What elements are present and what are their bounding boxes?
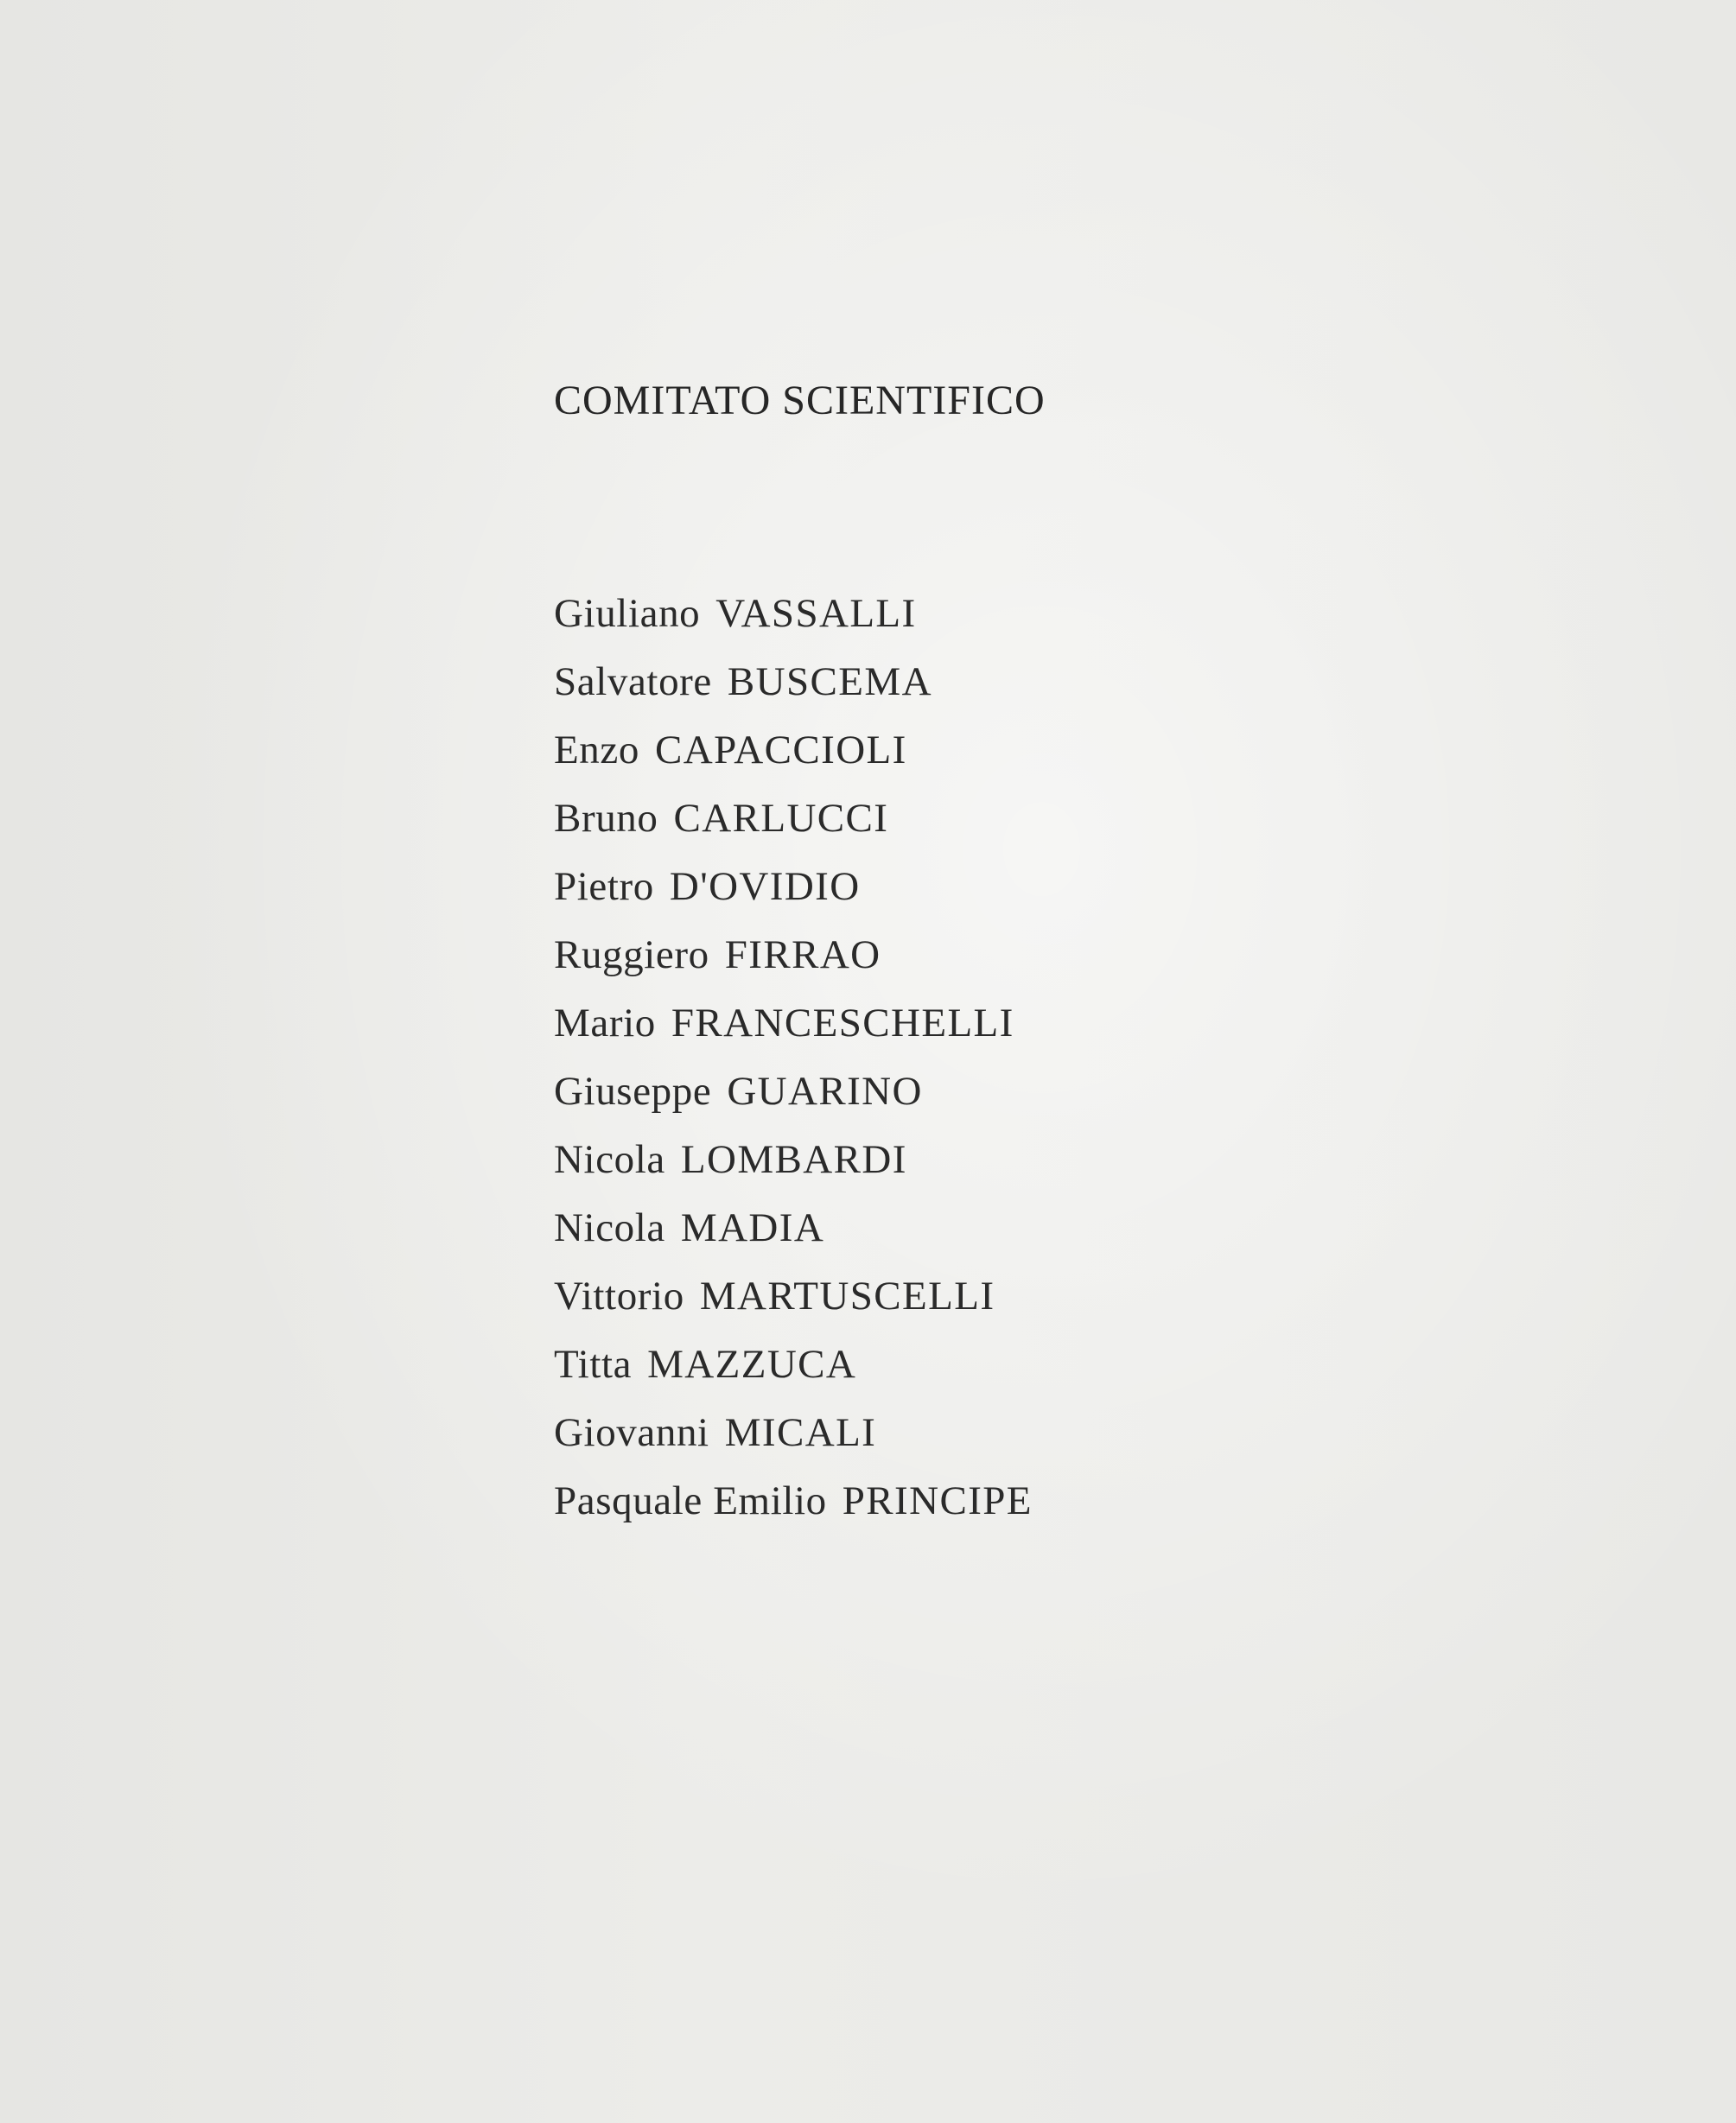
- member-last-name: MAZZUCA: [647, 1342, 857, 1387]
- member-first-name: Titta: [554, 1342, 633, 1387]
- member-first-name: Giuliano: [554, 591, 701, 636]
- member-first-name: Nicola: [554, 1137, 665, 1182]
- member-first-name: Mario: [554, 1001, 656, 1046]
- member-first-name: Ruggiero: [554, 932, 709, 977]
- member-first-name: Nicola: [554, 1205, 665, 1250]
- member-last-name: BUSCEMA: [727, 659, 932, 704]
- member-last-name: MARTUSCELLI: [699, 1274, 995, 1319]
- member-first-name: Giuseppe: [554, 1069, 712, 1114]
- member-first-name: Vittorio: [554, 1274, 684, 1319]
- member-row: [554, 1270, 1033, 1338]
- member-first-name: Bruno: [554, 796, 658, 841]
- member-list: [554, 588, 1033, 1543]
- member-first-name: Enzo: [554, 728, 639, 772]
- member-row: [554, 588, 1033, 656]
- member-row: [554, 792, 1033, 861]
- member-last-name: D'OVIDIO: [669, 864, 861, 909]
- member-row: [554, 1134, 1033, 1202]
- member-last-name: FIRRAO: [724, 932, 881, 977]
- member-row: [554, 861, 1033, 929]
- member-row: [554, 1202, 1033, 1270]
- member-row: [554, 656, 1033, 724]
- member-first-name: Giovanni: [554, 1410, 709, 1455]
- member-row: [554, 929, 1033, 997]
- member-row: [554, 997, 1033, 1065]
- member-row: [554, 1065, 1033, 1134]
- member-row: [554, 1338, 1033, 1407]
- member-first-name: Pasquale Emilio: [554, 1478, 827, 1523]
- member-row: [554, 724, 1033, 792]
- member-last-name: LOMBARDI: [680, 1137, 907, 1182]
- member-last-name: PRINCIPE: [842, 1478, 1033, 1523]
- member-row: [554, 1475, 1033, 1543]
- member-last-name: MICALI: [724, 1410, 877, 1455]
- member-first-name: Pietro: [554, 864, 654, 909]
- member-last-name: MADIA: [680, 1205, 825, 1250]
- member-first-name: Salvatore: [554, 659, 712, 704]
- member-last-name: FRANCESCHELLI: [671, 1001, 1014, 1046]
- member-last-name: CAPACCIOLI: [654, 728, 907, 772]
- page-title: COMITATO SCIENTIFICO: [554, 378, 1046, 423]
- member-row: [554, 1407, 1033, 1475]
- member-last-name: VASSALLI: [715, 591, 917, 636]
- member-last-name: CARLUCCI: [673, 796, 889, 841]
- member-last-name: GUARINO: [727, 1069, 923, 1114]
